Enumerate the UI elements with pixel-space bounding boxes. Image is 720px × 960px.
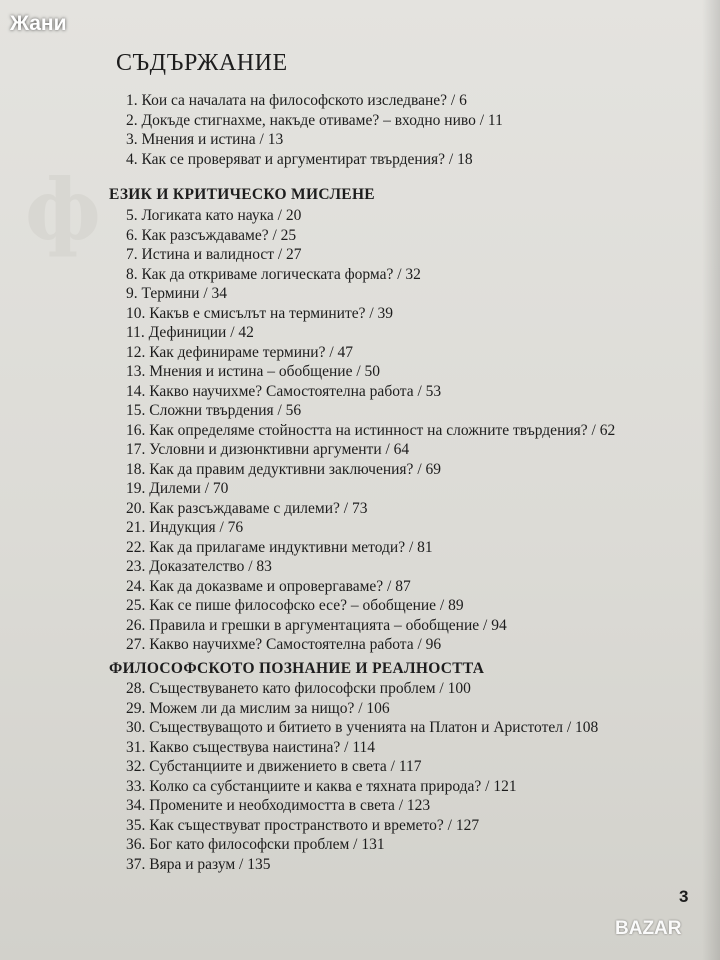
toc-entry: 17. Условни и дизюнктивни аргументи / 64 [126,441,410,458]
toc-entry: 28. Съществуването като философски проблем / 100 [126,680,471,697]
toc-entry: 25. Как се пише философско есе? – обобщение / 89 [126,597,464,614]
bleed-through-letter: ф [25,160,101,259]
toc-entry: 22. Как да прилагаме индуктивни методи? / 81 [126,538,433,556]
toc-entry: 26. Правила и грешки в аргументацията – обобщение / 94 [126,616,507,634]
toc-entry: 13. Мнения и истина – обобщение / 50 [126,363,381,380]
toc-entry: 16. Как определяме стойността на истинност на сложните твърдения? / 62 [126,421,616,439]
toc-entry: 4. Как се проверяват и аргументират твърдения? / 18 [126,150,473,168]
seller-watermark: Жани [10,12,67,35]
toc-entry: 37. Вяра и разум / 135 [126,855,271,873]
toc-entry: 9. Термини / 34 [126,285,228,302]
toc-entry: 36. Бог като философски проблем / 131 [126,836,385,853]
toc-entry: 6. Как разсъждаваме? / 25 [126,226,297,244]
section1-entries [126,206,615,655]
toc-entry: 20. Как разсъждаваме с дилеми? / 73 [126,499,368,517]
section2-entries [126,679,598,874]
toc-entry: 1. Кои са началата на философското изследване? / 6 [126,92,467,109]
intro-entries [126,91,503,169]
toc-entry: 24. Как да доказваме и опровергаваме? / 87 [126,577,411,595]
toc-entry: 23. Доказателство / 83 [126,558,272,575]
toc-entry: 32. Субстанциите и движението в света / 117 [126,758,422,775]
toc-entry: 30. Съществуващото и битието в ученията на Платон и Аристотел / 108 [126,719,599,736]
toc-entry: 11. Дефиниции / 42 [126,324,254,341]
page-title: СЪДЪРЖАНИЕ [116,50,288,76]
section-heading: ЕЗИК И КРИТИЧЕСКО МИСЛЕНЕ [109,186,375,203]
toc-entry: 21. Индукция / 76 [126,519,244,536]
toc-entry: 12. Как дефинираме термини? / 47 [126,343,354,361]
toc-entry: 33. Колко са субстанциите и каква е тяхната природа? / 121 [126,777,517,795]
toc-entry: 14. Какво научихме? Самостоятелна работа / 53 [126,382,442,400]
toc-entry: 10. Какъв е смисълът на термините? / 39 [126,304,394,322]
toc-entry: 3. Мнения и истина / 13 [126,131,284,148]
toc-entry: 15. Сложни твърдения / 56 [126,402,302,419]
toc-entry: 29. Можем ли да мислим за нищо? / 106 [126,699,390,717]
toc-entry: 27. Какво научихме? Самостоятелна работа / 96 [126,636,442,653]
toc-entry: 8. Как да откриваме логическата форма? / 32 [126,265,421,283]
toc-entry: 35. Как съществуват пространството и времето? / 127 [126,816,480,834]
section-heading: ФИЛОСОФСКОТО ПОЗНАНИЕ И РЕАЛНОСТТА [109,660,485,677]
toc-entry: 7. Истина и валидност / 27 [126,246,302,263]
toc-entry: 34. Промените и необходимостта в света / 123 [126,797,431,814]
toc-entry: 5. Логиката като наука / 20 [126,207,302,224]
bazar-logo: BAZAR [615,918,682,939]
toc-entry: 18. Как да правим дедуктивни заключения? / 69 [126,460,441,478]
page-edge-shadow [702,0,720,960]
toc-entry: 2. Докъде стигнахме, накъде отиваме? – входно ниво / 11 [126,111,503,129]
toc-entry: 31. Какво съществува наистина? / 114 [126,738,375,756]
page-number: 3 [679,887,689,906]
toc-entry: 19. Дилеми / 70 [126,480,229,497]
